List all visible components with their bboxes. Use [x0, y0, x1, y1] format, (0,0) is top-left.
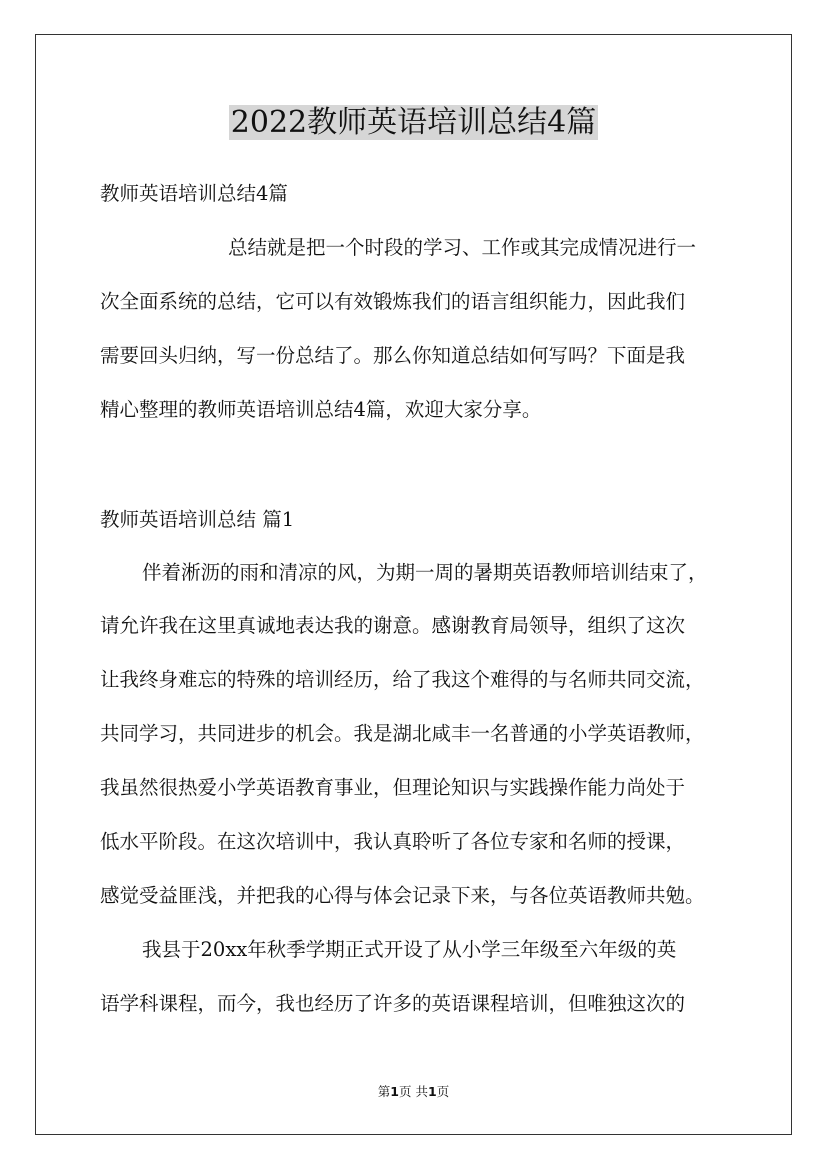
document-subtitle: 教师英语培训总结4篇: [100, 182, 288, 205]
section-line: 语学科课程，而今，我也经历了许多的英语课程培训，但唯独这次的: [100, 992, 686, 1015]
section-line: 共同学习，共同进步的机会。我是湖北咸丰一名普通的小学英语教师，: [100, 722, 705, 745]
intro-line: 精心整理的教师英语培训总结4篇，欢迎大家分享。: [100, 398, 542, 421]
section-line: 请允许我在这里真诚地表达我的谢意。感谢教育局领导，组织了这次: [100, 614, 686, 637]
page-middle: 页 共: [399, 1084, 428, 1099]
page-total: 1: [427, 1084, 437, 1099]
intro-line: 次全面系统的总结，它可以有效锻炼我们的语言组织能力，因此我们: [100, 290, 686, 313]
section-line: 感觉受益匪浅，并把我的心得与体会记录下来，与各位英语教师共勉。: [100, 884, 705, 907]
page-prefix: 第: [377, 1084, 391, 1099]
page-footer: [0, 1084, 827, 1100]
section-heading: 教师英语培训总结 篇1: [100, 508, 295, 531]
section-line: 伴着淅沥的雨和清凉的风，为期一周的暑期英语教师培训结束了，: [142, 561, 708, 584]
section-line: 我县于20xx年秋季学期正式开设了从小学三年级至六年级的英: [142, 938, 677, 961]
section-line: 低水平阶段。在这次培训中，我认真聆听了各位专家和名师的授课，: [100, 830, 686, 853]
page-suffix: 页: [436, 1084, 450, 1099]
section-line: 我虽然很热爱小学英语教育事业，但理论知识与实践操作能力尚处于: [100, 776, 686, 799]
section-line: 让我终身难忘的特殊的培训经历，给了我这个难得的与名师共同交流，: [100, 668, 705, 691]
page-current: 1: [390, 1084, 399, 1099]
document-title-text: 2022教师英语培训总结4篇: [230, 105, 597, 140]
document-title: [0, 103, 827, 143]
intro-line: 需要回头归纳，写一份总结了。那么你知道总结如何写吗？下面是我: [100, 344, 686, 367]
intro-line: 总结就是把一个时段的学习、工作或其完成情况进行一: [228, 236, 697, 259]
